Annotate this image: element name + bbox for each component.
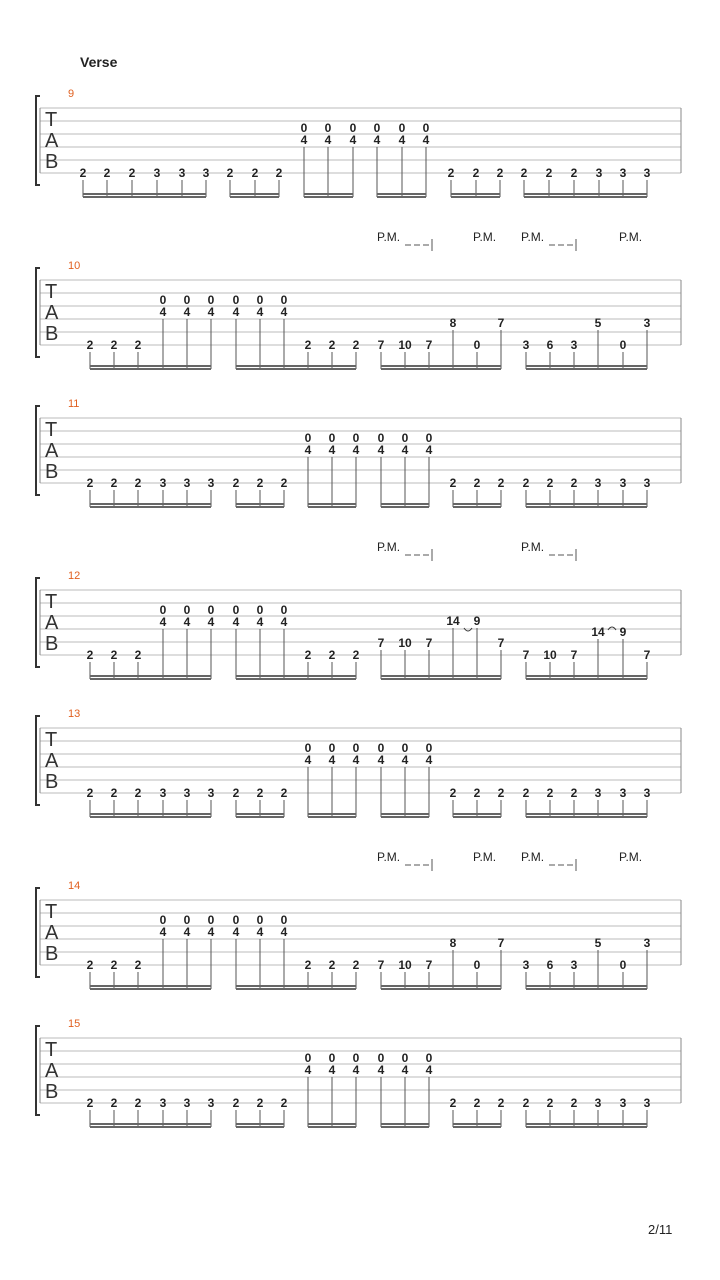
fret-number: 0 [207, 293, 215, 307]
palm-mute-label: P.M. [521, 850, 545, 864]
bar-number: 14 [68, 880, 81, 892]
fret-number: 4 [328, 1063, 336, 1077]
fret-number: 2 [110, 1096, 118, 1110]
tab-clef-letter: B [45, 633, 59, 655]
fret-number: 2 [304, 958, 312, 972]
fret-number: 4 [183, 925, 191, 939]
fret-number: 0 [232, 913, 240, 927]
fret-number: 3 [207, 786, 215, 800]
tab-clef-letter: A [45, 922, 59, 944]
tab-clef-letter: T [45, 281, 58, 303]
fret-number: 2 [86, 338, 94, 352]
fret-number: 3 [159, 1096, 167, 1110]
fret-number: 0 [280, 603, 288, 617]
fret-number: 2 [473, 786, 481, 800]
fret-number: 0 [473, 338, 481, 352]
fret-number: 3 [207, 476, 215, 490]
fret-number: 4 [280, 305, 288, 319]
fret-number: 0 [280, 293, 288, 307]
fret-number: 4 [398, 133, 406, 147]
fret-number: 4 [377, 753, 385, 767]
fret-number: 4 [352, 1063, 360, 1077]
fret-number: 2 [352, 958, 360, 972]
fret-number: 0 [324, 121, 332, 135]
tab-clef-letter: A [45, 612, 59, 634]
fret-number: 2 [226, 166, 234, 180]
tab-clef-letter: B [45, 943, 59, 965]
fret-number: 0 [377, 431, 385, 445]
tab-clef-letter: A [45, 130, 59, 152]
fret-number: 3 [643, 1096, 651, 1110]
fret-number: 0 [619, 338, 627, 352]
fret-number: 2 [256, 786, 264, 800]
fret-number: 2 [545, 166, 553, 180]
fret-number: 2 [134, 338, 142, 352]
fret-number: 4 [159, 305, 167, 319]
fret-number: 2 [328, 648, 336, 662]
fret-number: 4 [328, 443, 336, 457]
system-bracket [36, 1026, 40, 1115]
fret-number: 0 [425, 431, 433, 445]
fret-number: 0 [398, 121, 406, 135]
fret-number: 2 [232, 1096, 240, 1110]
palm-mute-label: P.M. [473, 230, 497, 244]
fret-number: 2 [275, 166, 283, 180]
fret-number: 0 [349, 121, 357, 135]
tab-clef-letter: T [45, 1039, 58, 1061]
fret-number: 3 [594, 786, 602, 800]
fret-number: 0 [183, 913, 191, 927]
fret-number: 2 [86, 648, 94, 662]
fret-number: 4 [304, 753, 312, 767]
fret-number: 3 [522, 958, 530, 972]
bar-number: 13 [68, 708, 81, 720]
fret-number: 8 [449, 316, 457, 330]
fret-number: 3 [643, 316, 651, 330]
fret-number: 2 [522, 476, 530, 490]
fret-number: 3 [522, 338, 530, 352]
fret-number: 4 [328, 753, 336, 767]
tab-clef-letter: T [45, 419, 58, 441]
fret-number: 7 [497, 316, 505, 330]
fret-number: 4 [425, 753, 433, 767]
fret-number: 4 [304, 443, 312, 457]
system-bracket [36, 406, 40, 495]
palm-mute-label: P.M. [473, 850, 497, 864]
tab-clef-letter: A [45, 1060, 59, 1082]
system-bracket [36, 268, 40, 357]
fret-number: 0 [280, 913, 288, 927]
tab-clef-letter: B [45, 323, 59, 345]
fret-number: 3 [159, 476, 167, 490]
fret-number: 0 [401, 431, 409, 445]
tab-clef-letter: A [45, 302, 59, 324]
fret-number: 3 [619, 166, 627, 180]
fret-number: 0 [183, 293, 191, 307]
fret-number: 3 [570, 338, 578, 352]
fret-number: 14 [446, 614, 460, 628]
fret-number: 7 [425, 958, 433, 972]
fret-number: 2 [496, 166, 504, 180]
fret-number: 0 [328, 741, 336, 755]
fret-number: 3 [595, 166, 603, 180]
fret-number: 0 [304, 741, 312, 755]
bar-number: 10 [68, 260, 81, 272]
fret-number: 2 [134, 958, 142, 972]
tab-clef-letter: A [45, 440, 59, 462]
fret-number: 2 [134, 476, 142, 490]
fret-number: 3 [619, 786, 627, 800]
fret-number: 4 [324, 133, 332, 147]
fret-number: 2 [449, 786, 457, 800]
fret-number: 0 [401, 1051, 409, 1065]
fret-number: 0 [473, 958, 481, 972]
fret-number: 2 [570, 1096, 578, 1110]
fret-number: 0 [232, 603, 240, 617]
fret-number: 4 [377, 1063, 385, 1077]
fret-number: 4 [280, 615, 288, 629]
fret-number: 2 [352, 648, 360, 662]
fret-number: 2 [134, 1096, 142, 1110]
fret-number: 5 [594, 316, 602, 330]
fret-number: 0 [256, 603, 264, 617]
fret-number: 2 [304, 648, 312, 662]
fret-number: 2 [570, 166, 578, 180]
fret-number: 2 [232, 786, 240, 800]
fret-number: 4 [422, 133, 430, 147]
fret-number: 5 [594, 936, 602, 950]
fret-number: 0 [232, 293, 240, 307]
palm-mute-label: P.M. [521, 540, 545, 554]
fret-number: 0 [352, 431, 360, 445]
tab-clef-letter: T [45, 729, 58, 751]
fret-number: 2 [110, 786, 118, 800]
fret-number: 10 [398, 338, 412, 352]
fret-number: 0 [373, 121, 381, 135]
fret-number: 4 [159, 615, 167, 629]
fret-number: 7 [643, 648, 651, 662]
fret-number: 2 [251, 166, 259, 180]
fret-number: 2 [256, 1096, 264, 1110]
fret-number: 3 [183, 786, 191, 800]
fret-number: 0 [328, 1051, 336, 1065]
fret-number: 4 [401, 443, 409, 457]
fret-number: 4 [256, 925, 264, 939]
fret-number: 2 [449, 1096, 457, 1110]
fret-number: 3 [643, 476, 651, 490]
palm-mute-label: P.M. [619, 850, 643, 864]
fret-number: 0 [207, 603, 215, 617]
fret-number: 0 [304, 1051, 312, 1065]
fret-number: 2 [522, 1096, 530, 1110]
fret-number: 4 [183, 615, 191, 629]
fret-number: 0 [377, 1051, 385, 1065]
tab-clef-letter: B [45, 771, 59, 793]
tab-clef-letter: T [45, 901, 58, 923]
fret-number: 2 [110, 476, 118, 490]
fret-number: 7 [425, 636, 433, 650]
fret-number: 0 [256, 293, 264, 307]
fret-number: 0 [401, 741, 409, 755]
fret-number: 0 [422, 121, 430, 135]
fret-number: 3 [183, 1096, 191, 1110]
fret-number: 7 [497, 636, 505, 650]
fret-number: 4 [349, 133, 357, 147]
fret-number: 2 [280, 1096, 288, 1110]
tab-clef-letter: T [45, 591, 58, 613]
fret-number: 2 [546, 786, 554, 800]
palm-mute-label: P.M. [377, 850, 401, 864]
fret-number: 6 [546, 338, 554, 352]
fret-number: 9 [473, 614, 481, 628]
fret-number: 2 [473, 476, 481, 490]
fret-number: 2 [232, 476, 240, 490]
fret-number: 0 [377, 741, 385, 755]
fret-number: 4 [159, 925, 167, 939]
fret-number: 4 [304, 1063, 312, 1077]
fret-number: 2 [352, 338, 360, 352]
fret-number: 9 [619, 625, 627, 639]
tab-clef-letter: A [45, 750, 59, 772]
fret-number: 4 [352, 753, 360, 767]
fret-number: 0 [300, 121, 308, 135]
fret-number: 2 [449, 476, 457, 490]
fret-number: 2 [86, 786, 94, 800]
fret-number: 4 [232, 615, 240, 629]
tab-clef-letter: T [45, 109, 58, 131]
tab-clef-letter: B [45, 1081, 59, 1103]
system-bracket [36, 888, 40, 977]
palm-mute-label: P.M. [521, 230, 545, 244]
fret-number: 2 [256, 476, 264, 490]
fret-number: 2 [472, 166, 480, 180]
fret-number: 7 [497, 936, 505, 950]
bar-number: 12 [68, 570, 81, 582]
fret-number: 2 [110, 648, 118, 662]
fret-number: 2 [546, 1096, 554, 1110]
fret-number: 4 [352, 443, 360, 457]
fret-number: 0 [183, 603, 191, 617]
fret-number: 2 [280, 786, 288, 800]
fret-number: 2 [86, 476, 94, 490]
fret-number: 3 [619, 476, 627, 490]
fret-number: 4 [256, 615, 264, 629]
fret-number: 2 [447, 166, 455, 180]
fret-number: 0 [425, 741, 433, 755]
fret-number: 4 [377, 443, 385, 457]
fret-number: 2 [497, 476, 505, 490]
fret-number: 4 [425, 443, 433, 457]
page-number: 2/11 [648, 1222, 673, 1237]
fret-number: 3 [594, 476, 602, 490]
fret-number: 3 [178, 166, 186, 180]
fret-number: 3 [570, 958, 578, 972]
fret-number: 2 [304, 338, 312, 352]
fret-number: 4 [425, 1063, 433, 1077]
fret-number: 3 [207, 1096, 215, 1110]
fret-number: 3 [159, 786, 167, 800]
fret-number: 0 [425, 1051, 433, 1065]
fret-number: 4 [256, 305, 264, 319]
fret-number: 7 [425, 338, 433, 352]
fret-number: 10 [398, 958, 412, 972]
fret-number: 2 [473, 1096, 481, 1110]
fret-number: 4 [401, 1063, 409, 1077]
fret-number: 7 [377, 636, 385, 650]
fret-number: 3 [183, 476, 191, 490]
section-title: Verse [80, 54, 118, 70]
fret-number: 10 [398, 636, 412, 650]
fret-number: 3 [643, 936, 651, 950]
fret-number: 2 [103, 166, 111, 180]
fret-number: 0 [328, 431, 336, 445]
fret-number: 2 [328, 338, 336, 352]
fret-number: 4 [183, 305, 191, 319]
fret-number: 0 [304, 431, 312, 445]
fret-number: 3 [594, 1096, 602, 1110]
fret-number: 4 [300, 133, 308, 147]
fret-number: 7 [377, 958, 385, 972]
fret-number: 4 [232, 925, 240, 939]
fret-number: 4 [280, 925, 288, 939]
fret-number: 2 [497, 1096, 505, 1110]
bar-number: 15 [68, 1018, 81, 1030]
fret-number: 2 [79, 166, 87, 180]
fret-number: 3 [619, 1096, 627, 1110]
palm-mute-label: P.M. [377, 540, 401, 554]
fret-number: 2 [110, 338, 118, 352]
fret-number: 2 [570, 786, 578, 800]
fret-number: 4 [401, 753, 409, 767]
fret-number: 7 [377, 338, 385, 352]
fret-number: 0 [352, 741, 360, 755]
fret-number: 2 [497, 786, 505, 800]
fret-number: 2 [86, 958, 94, 972]
fret-number: 14 [591, 625, 605, 639]
fret-number: 10 [543, 648, 557, 662]
fret-number: 3 [153, 166, 161, 180]
fret-number: 2 [570, 476, 578, 490]
fret-number: 0 [159, 293, 167, 307]
palm-mute-label: P.M. [377, 230, 401, 244]
fret-number: 4 [207, 925, 215, 939]
fret-number: 4 [232, 305, 240, 319]
fret-number: 2 [280, 476, 288, 490]
fret-number: 0 [352, 1051, 360, 1065]
fret-number: 0 [159, 913, 167, 927]
fret-number: 3 [643, 166, 651, 180]
fret-number: 3 [202, 166, 210, 180]
fret-number: 2 [86, 1096, 94, 1110]
fret-number: 2 [546, 476, 554, 490]
fret-number: 2 [134, 786, 142, 800]
fret-number: 3 [643, 786, 651, 800]
tab-clef-letter: B [45, 461, 59, 483]
bar-number: 9 [68, 88, 75, 100]
fret-number: 7 [570, 648, 578, 662]
system-bracket [36, 716, 40, 805]
palm-mute-label: P.M. [619, 230, 643, 244]
bar-number: 11 [68, 398, 80, 410]
fret-number: 6 [546, 958, 554, 972]
fret-number: 4 [207, 305, 215, 319]
system-bracket [36, 578, 40, 667]
fret-number: 2 [110, 958, 118, 972]
system-bracket [36, 96, 40, 185]
fret-number: 0 [159, 603, 167, 617]
fret-number: 4 [207, 615, 215, 629]
fret-number: 0 [256, 913, 264, 927]
fret-number: 2 [328, 958, 336, 972]
fret-number: 2 [134, 648, 142, 662]
fret-number: 0 [207, 913, 215, 927]
fret-number: 2 [522, 786, 530, 800]
fret-number: 7 [522, 648, 530, 662]
fret-number: 2 [520, 166, 528, 180]
fret-number: 0 [619, 958, 627, 972]
fret-number: 4 [373, 133, 381, 147]
fret-number: 2 [128, 166, 136, 180]
tab-clef-letter: B [45, 151, 59, 173]
fret-number: 8 [449, 936, 457, 950]
